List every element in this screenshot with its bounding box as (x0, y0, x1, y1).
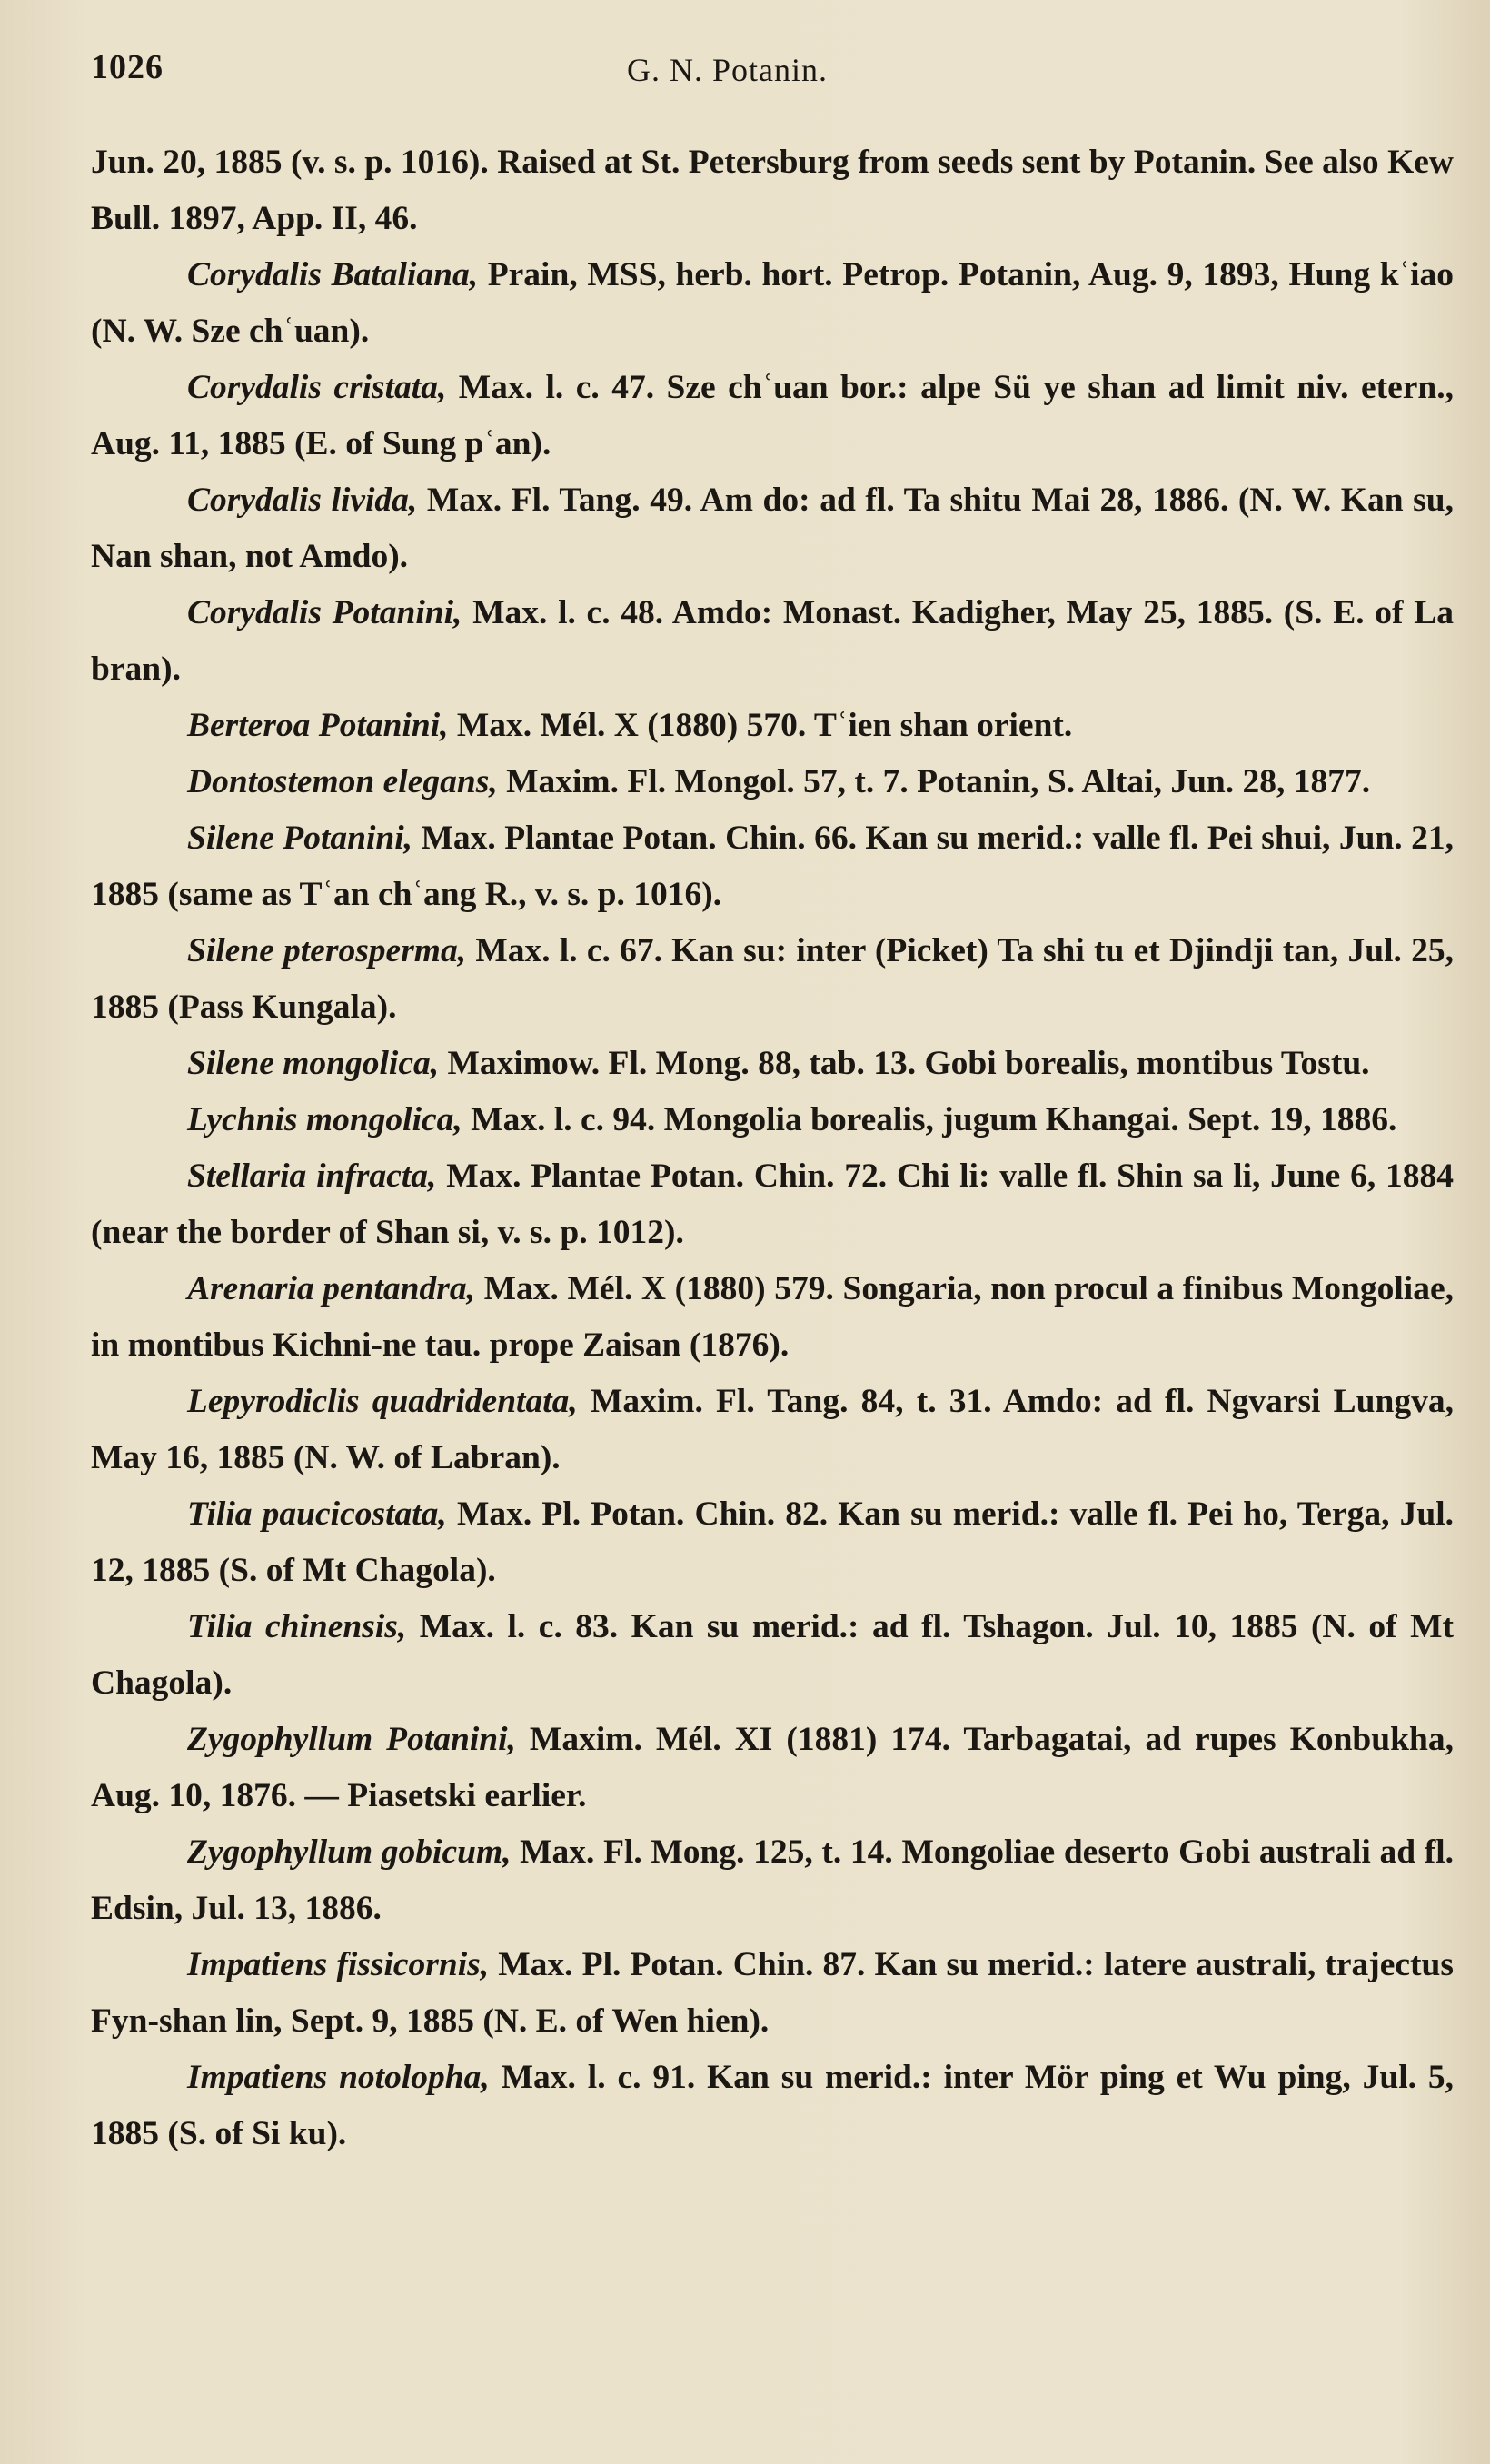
taxon-name: Silene Potanini, (187, 820, 413, 857)
entry-text: Jun. 20, 1885 (v. s. p. 1016). Raised at St. Petersburg from seeds sent by Potanin. See also Kew Bull. 1897, App. II, 46. (91, 144, 1454, 237)
species-entry (91, 1092, 1454, 1148)
taxon-name: Silene mongolica, (187, 1045, 440, 1082)
taxon-name: Silene pterosperma, (187, 932, 467, 969)
taxon-name: Corydalis Bataliana, (187, 256, 479, 293)
taxon-name: Tilia chinensis, (187, 1608, 407, 1645)
species-entry (91, 698, 1454, 754)
species-entry (91, 360, 1454, 472)
species-entry (91, 1937, 1454, 2050)
taxon-name: Corydalis cristata, (187, 369, 447, 406)
entry-text: Max. Fl. Tang. 49. Am do: ad fl. Ta shitu Mai 28, 1886. (N. W. Kan su, Nan shan, not Amdo). (91, 482, 1454, 575)
species-list (91, 134, 1454, 2162)
taxon-name: Zygophyllum Potanini, (187, 1721, 516, 1758)
species-entry (91, 754, 1454, 810)
entry-text: Max. Plantae Potan. Chin. 72. Chi li: valle fl. Shin sa li, June 6, 1884 (near the border of Shan si, v. s. p. 1012). (91, 1157, 1455, 1251)
taxon-name: Impatiens fissicornis, (187, 1946, 490, 1983)
entry-text: Max. Fl. Mong. 125, t. 14. Mongoliae deserto Gobi australi ad fl. Edsin, Jul. 13, 1886. (91, 1833, 1454, 1927)
taxon-name: Zygophyllum gobicum, (187, 1833, 512, 1871)
species-entry (91, 1824, 1454, 1937)
entry-text: Maximow. Fl. Mong. 88, tab. 13. Gobi borealis, montibus Tostu. (439, 1045, 1370, 1082)
entry-text: Max. l. c. 91. Kan su merid.: inter Mör ping et Wu ping, Jul. 5, 1885 (S. of Si ku). (91, 2059, 1454, 2152)
taxon-name: Lychnis mongolica, (187, 1101, 462, 1138)
taxon-name: Dontostemon elegans, (187, 763, 498, 800)
species-entry (91, 923, 1454, 1036)
entry-text: Max. l. c. 94. Mongolia borealis, jugum Khangai. Sept. 19, 1886. (462, 1101, 1397, 1138)
entry-text: Prain, MSS, herb. hort. Petrop. Potanin, Aug. 9, 1893, Hung kʿiao (N. W. Sze chʿuan). (91, 256, 1454, 350)
species-entry (91, 1712, 1454, 1824)
species-entry (91, 810, 1454, 923)
taxon-name: Berteroa Potanini, (187, 707, 449, 744)
entry-text: Maxim. Fl. Mongol. 57, t. 7. Potanin, S. Altai, Jun. 28, 1877. (497, 763, 1371, 800)
entry-text: Max. l. c. 47. Sze chʿuan bor.: alpe Sü ye shan ad limit niv. etern., Aug. 11, 1885 (E. of Sung pʿan). (91, 369, 1454, 462)
species-entry (91, 1599, 1454, 1712)
entry-text: Max. Pl. Potan. Chin. 87. Kan su merid.: latere australi, trajectus Fyn-shan lin, Sept. 9, 1885 (N. E. of Wen hien). (91, 1946, 1454, 2040)
species-entry (91, 1374, 1454, 1486)
taxon-name: Lepyrodiclis quadridentata, (187, 1383, 578, 1420)
species-entry (91, 2050, 1454, 2162)
running-title: G. N. Potanin. (627, 52, 828, 88)
species-entry (91, 1486, 1454, 1599)
entry-text: Maxim. Mél. XI (1881) 174. Tarbagatai, ad rupes Konbukha, Aug. 10, 1876. — Piasetski earlier. (91, 1721, 1454, 1814)
taxon-name: Impatiens notolopha, (187, 2059, 490, 2096)
entry-text: Max. Pl. Potan. Chin. 82. Kan su merid.: valle fl. Pei ho, Terga, Jul. 12, 1885 (S. of Mt Chagola). (91, 1495, 1454, 1589)
species-entry (91, 247, 1454, 360)
entry-text: Max. l. c. 67. Kan su: inter (Picket) Ta shi tu et Djindji tan, Jul. 25, 1885 (Pass Kungala). (91, 932, 1454, 1026)
taxon-name: Stellaria infracta, (187, 1157, 437, 1195)
entry-text: Max. Plantae Potan. Chin. 66. Kan su merid.: valle fl. Pei shui, Jun. 21, 1885 (same as Tʿan chʿang R., v. s. p. 1016). (91, 820, 1454, 913)
species-entry (91, 1036, 1454, 1092)
entry-text: Maxim. Fl. Tang. 84, t. 31. Amdo: ad fl. Ngvarsi Lungva, May 16, 1885 (N. W. of Labran). (91, 1383, 1454, 1476)
page-number: 1026 (91, 48, 164, 86)
species-entry (91, 1148, 1454, 1261)
species-entry (91, 585, 1454, 698)
taxon-name: Tilia paucicostata, (187, 1495, 447, 1533)
entry-text: Max. l. c. 48. Amdo: Monast. Kadigher, May 25, 1885. (S. E. of La bran). (91, 594, 1454, 688)
taxon-name: Corydalis livida, (187, 482, 418, 519)
entry-text: Max. Mél. X (1880) 570. Tʿien shan orient. (448, 707, 1073, 744)
taxon-name: Arenaria pentandra, (187, 1270, 475, 1307)
entry-text: Max. l. c. 83. Kan su merid.: ad fl. Tshagon. Jul. 10, 1885 (N. of Mt Chagola). (91, 1608, 1454, 1702)
species-entry (91, 1261, 1454, 1374)
entry-text: Max. Mél. X (1880) 579. Songaria, non procul a finibus Mongoliae, in montibus Kichni-ne tau. prope Zaisan (1876). (91, 1270, 1454, 1364)
page-header (91, 47, 1454, 102)
species-entry (91, 472, 1454, 585)
continued-paragraph (91, 134, 1454, 247)
taxon-name: Corydalis Potanini, (187, 594, 462, 631)
